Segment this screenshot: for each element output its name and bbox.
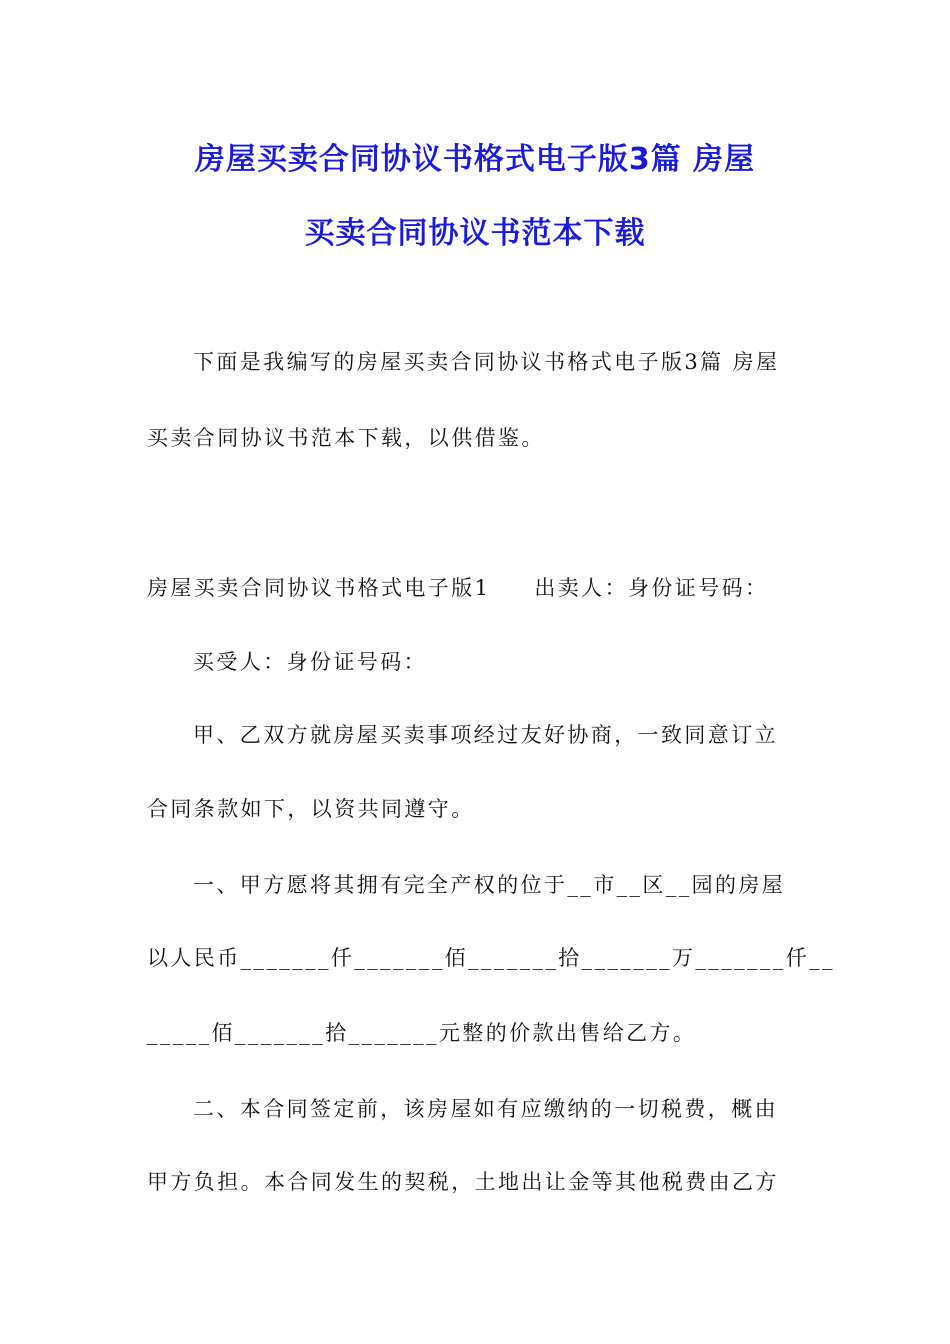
section-heading-line bbox=[147, 572, 768, 602]
section-heading: 房屋买卖合同协议书格式电子版1 bbox=[147, 576, 491, 600]
document-title-line-2: 买卖合同协议书范本下载 bbox=[304, 216, 646, 251]
preamble-line-1: 甲、乙双方就房屋买卖事项经过友好协商，一致同意订立 bbox=[193, 723, 778, 747]
clause-2-line-1: 二、本合同签定前，该房屋如有应缴纳的一切税费，概由 bbox=[193, 1097, 778, 1121]
intro-paragraph-line-1: 下面是我编写的房屋买卖合同协议书格式电子版3篇 房屋 bbox=[193, 350, 780, 374]
intro-paragraph-line-2: 买卖合同协议书范本下载，以供借鉴。 bbox=[147, 426, 545, 450]
clause-1-line-2: 以人民币_______仟_______佰_______拾_______万_______仟__ bbox=[147, 946, 835, 970]
clause-1-line-3: _____佰_______拾_______元整的价款出售给乙方。 bbox=[147, 1021, 697, 1045]
document-title-line-1: 房屋买卖合同协议书格式电子版3篇 房屋 bbox=[194, 142, 756, 177]
seller-id-label: 出卖人：身份证号码： bbox=[534, 576, 769, 600]
clause-2-line-2: 甲方负担。本合同发生的契税，土地出让金等其他税费由乙方 bbox=[147, 1170, 779, 1194]
clause-1-line-1: 一、甲方愿将其拥有完全产权的位于__市__区__园的房屋 bbox=[193, 873, 786, 897]
buyer-id-label: 买受人：身份证号码： bbox=[193, 650, 427, 674]
preamble-line-2: 合同条款如下，以资共同遵守。 bbox=[147, 797, 475, 821]
